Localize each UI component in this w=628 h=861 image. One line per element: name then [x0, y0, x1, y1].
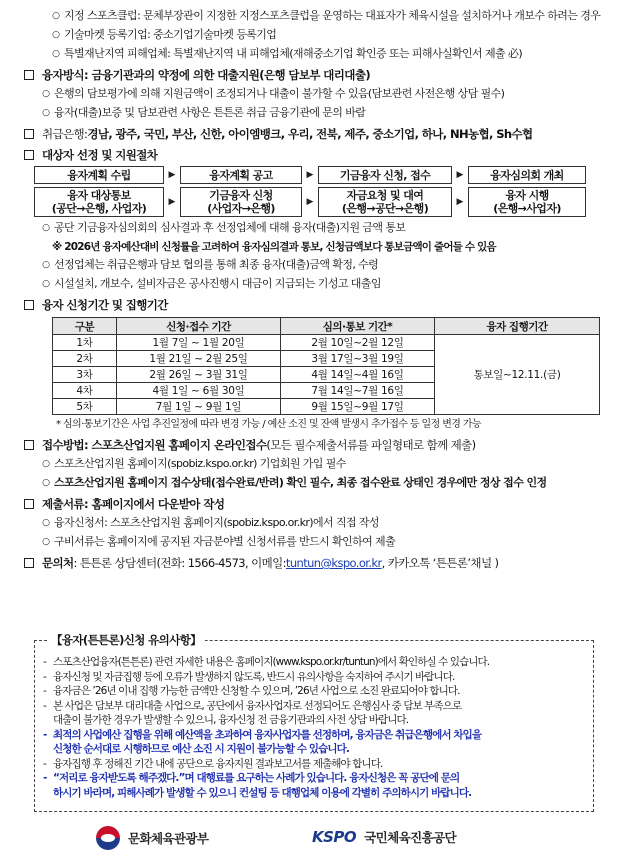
caution-line-highlight: - 최적의 사업예산 집행을 위해 예산액을 초과하여 융자사업자를 선정하며, 융자금은 취급은행에서 차입을 — [43, 728, 482, 741]
caution-line: - 융자신청 및 자금집행 등에 오류가 발생하지 않도록, 반드시 유의사항을 숙지하여 주시기 바랍니다. — [43, 670, 455, 683]
circle-bullet-icon: ○ — [42, 459, 50, 469]
checkbox-square-icon — [24, 440, 34, 450]
table-header: 융자 집행기간 — [435, 318, 600, 335]
section-contact: 문의처 : 튼튼론 상담센터(전화: 1566-4573, 이메일: tuntun@kspo.or.kr , 카카오톡 ‘튼튼론’채널 ) — [24, 555, 606, 571]
flow-step: 융자심의회 개최 — [468, 166, 586, 184]
execution-period: 통보일~12.11.(금) — [435, 335, 600, 415]
flow-step: 기금융자 신청, 접수 — [318, 166, 452, 184]
section-reception: 접수방법: 스포츠산업지원 홈페이지 온라인접수 (모든 필수제출서류를 파일형태로 함께 제출) — [24, 437, 606, 453]
table-row: 5차 7월 1일 ~ 9월 1일 9월 15일~9월 17일 — [53, 399, 600, 415]
circle-bullet-icon: ○ — [42, 478, 50, 488]
caution-line-highlight: - “저리로 융자받도록 해주겠다.”며 대행료를 요구하는 사례가 있습니다. 융자신청은 꼭 공단에 문의 — [43, 772, 460, 784]
circle-bullet-icon: ○ — [52, 49, 60, 59]
kspo-logo-mark: KSPO — [312, 828, 357, 846]
flow-row-1 — [34, 166, 606, 184]
kspo-logo — [312, 828, 456, 846]
list-item: ○ 선정업체는 취급은행과 담보 협의를 통해 최종 융자(대출)금액 확정, 수령 — [24, 257, 606, 273]
arrow-right-icon: ▶ — [456, 170, 464, 180]
section-loan-method: 융자방식: 금융기관과의 약정에 의한 대출지원(은행 담보부 대리대출) — [24, 67, 606, 83]
flow-step: 융자계획 공고 — [180, 166, 302, 184]
section-banks: 취급은행: 경남, 광주, 국민, 부산, 신한, 아이엠뱅크, 우리, 전북, 제주, 중소기업, 하나, NH농협, Sh수협 — [24, 126, 606, 142]
list-item: ○ 구비서류는 홈페이지에 공지된 자금분야별 신청서류를 반드시 확인하여 제출 — [24, 534, 606, 550]
ministry-logo — [96, 826, 208, 850]
schedule-footnote: * 심의·통보기간은 사업 추진일정에 따라 변경 가능 / 예산 소진 및 잔액 발생시 추가접수 등 일정 변경 가능 — [56, 419, 482, 430]
circle-bullet-icon: ○ — [42, 223, 50, 233]
circle-bullet-icon: ○ — [42, 518, 50, 528]
list-item: ○ 융자신청서: 스포츠산업지원 홈페이지(spobiz.kspo.or.kr)에서 직접 작성 — [24, 515, 606, 531]
list-item: ○ 기술마켓 등록기업: 중소기업기술마켓 등록기업 — [24, 27, 606, 43]
caution-title: 【융자(튼튼론)신청 유의사항】 — [47, 632, 205, 648]
checkbox-square-icon — [24, 70, 34, 80]
arrow-right-icon: ▶ — [456, 197, 464, 207]
list-item: ○ 스포츠산업지원 홈페이지(spobiz.kspo.or.kr) 기업회원 가입 필수 — [24, 456, 606, 472]
arrow-right-icon: ▶ — [306, 197, 314, 207]
checkbox-square-icon — [24, 129, 34, 139]
circle-bullet-icon: ○ — [42, 89, 50, 99]
circle-bullet-icon: ○ — [52, 11, 60, 21]
table-row: 2차 1월 21일 ~ 2월 25일 3월 17일~3월 19일 — [53, 351, 600, 367]
contact-email-link[interactable]: tuntun@kspo.or.kr — [285, 556, 382, 570]
caution-box — [34, 633, 594, 812]
checkbox-square-icon — [24, 499, 34, 509]
flow-step: 융자 시행 (은행→사업자) — [468, 187, 586, 217]
schedule-table — [52, 317, 600, 415]
kspo-name: 국민체육진흥공단 — [364, 830, 456, 845]
flow-row-2 — [34, 187, 606, 217]
table-header: 구분 — [53, 318, 117, 335]
flow-step: 융자 대상통보 (공단→은행, 사업자) — [34, 187, 164, 217]
list-item: ○ 공단 기금융자심의회의 심사결과 후 선정업체에 대해 융자(대출)지원 금액 통보 — [24, 220, 606, 236]
circle-bullet-icon: ○ — [42, 108, 50, 118]
list-item: ○ 은행의 담보평가에 의해 지원금액이 조정되거나 대출이 불가할 수 있음(담보관련 사전은행 상담 필수) — [24, 86, 606, 102]
caution-line-highlight: 신청한 순서대로 시행하므로 예산 소진 시 지원이 불가능할 수 있습니다. — [53, 743, 349, 755]
arrow-right-icon: ▶ — [168, 197, 176, 207]
circle-bullet-icon: ○ — [42, 279, 50, 289]
table-row: 1차 1월 7일 ~ 1월 20일 2월 10일~2월 12일 통보일~12.11.(금) — [53, 335, 600, 351]
checkbox-square-icon — [24, 300, 34, 310]
arrow-right-icon: ▶ — [306, 170, 314, 180]
flow-step: 융자계획 수립 — [34, 166, 164, 184]
flow-step: 자금요청 및 대여 (은행→공단→은행) — [318, 187, 452, 217]
ministry-name: 문화체육관광부 — [128, 831, 209, 846]
list-item: ○ 시설설치, 개보수, 설비자금은 공사진행시 대금이 지급되는 기성고 대출임 — [24, 276, 606, 292]
table-row: 4차 4월 1일 ~ 6월 30일 7월 14일~7월 16일 — [53, 383, 600, 399]
checkbox-square-icon — [24, 558, 34, 568]
section-procedure: 대상자 선정 및 지원절차 — [24, 147, 606, 163]
circle-bullet-icon: ○ — [42, 260, 50, 270]
caution-line: - 본 사업은 담보부 대리대출 사업으로, 공단에서 융자사업자로 선정되어도 은행심사 중 담보 부족으로 — [43, 699, 462, 712]
flow-step: 기금융자 신청 (사업자→은행) — [180, 187, 302, 217]
caution-line: 대출이 불가한 경우가 발생할 수 있으니, 융자신청 전 금융기관과의 사전 상담 바랍니다. — [53, 714, 409, 726]
taegeuk-emblem-icon — [96, 826, 120, 850]
circle-bullet-icon: ○ — [52, 30, 60, 40]
procedure-note: ※ 2026년 융자예산대비 신청률을 고려하여 융자심의결과 통보, 신청금액보다 통보금액이 줄어들 수 있음 — [52, 241, 496, 253]
list-item: ○ 스포츠산업지원 홈페이지 접수상태(접수완료/반려) 확인 필수, 최종 접수완료 상태인 경우에만 정상 접수 인정 — [24, 475, 606, 491]
arrow-right-icon: ▶ — [168, 170, 176, 180]
caution-line: - 융자금은 ’26년 이내 집행 가능한 금액만 신청할 수 있으며, ’26년 사업으로 소진 완료되어야 합니다. — [43, 685, 460, 697]
list-item: ○ 지정 스포츠클럽: 문체부장관이 지정한 지정스포츠클럽을 운영하는 대표자가 체육시설을 설치하거나 개보수 하려는 경우 — [24, 8, 606, 24]
table-header: 심의·통보 기간* — [281, 318, 435, 335]
caution-line-highlight: 하시기 바라며, 피해사례가 발생할 수 있으니 컨설팅 등 대행업체 이용에 각별히 주의하시기 바랍니다. — [53, 786, 472, 799]
table-header: 신청·접수 기간 — [117, 318, 281, 335]
list-item: ○ 특별재난지역 피해업체: 특별재난지역 내 피해업체(재해중소기업 확인증 또는 피해사실확인서 제출 必) — [24, 46, 606, 62]
table-row: 3차 2월 26일 ~ 3월 31일 4월 14일~4월 16일 — [53, 367, 600, 383]
caution-line: - 융자집행 후 정해진 기간 내에 공단으로 융자지원 결과보고서를 제출해야 합니다. — [43, 757, 383, 770]
footer-logos — [0, 822, 628, 856]
section-schedule: 융자 신청기간 및 집행기간 — [24, 297, 606, 313]
caution-line: - 스포츠산업융자(튼튼론) 관련 자세한 내용은 홈페이지(www.kspo.or.kr/tuntun)에서 확인하실 수 있습니다. — [43, 656, 490, 668]
list-item: ○ 융자(대출)보증 및 담보관련 사항은 튼튼론 취급 금융기관에 문의 바람 — [24, 105, 606, 121]
checkbox-square-icon — [24, 150, 34, 160]
section-documents: 제출서류: 홈페이지에서 다운받아 작성 — [24, 496, 606, 512]
circle-bullet-icon: ○ — [42, 537, 50, 547]
